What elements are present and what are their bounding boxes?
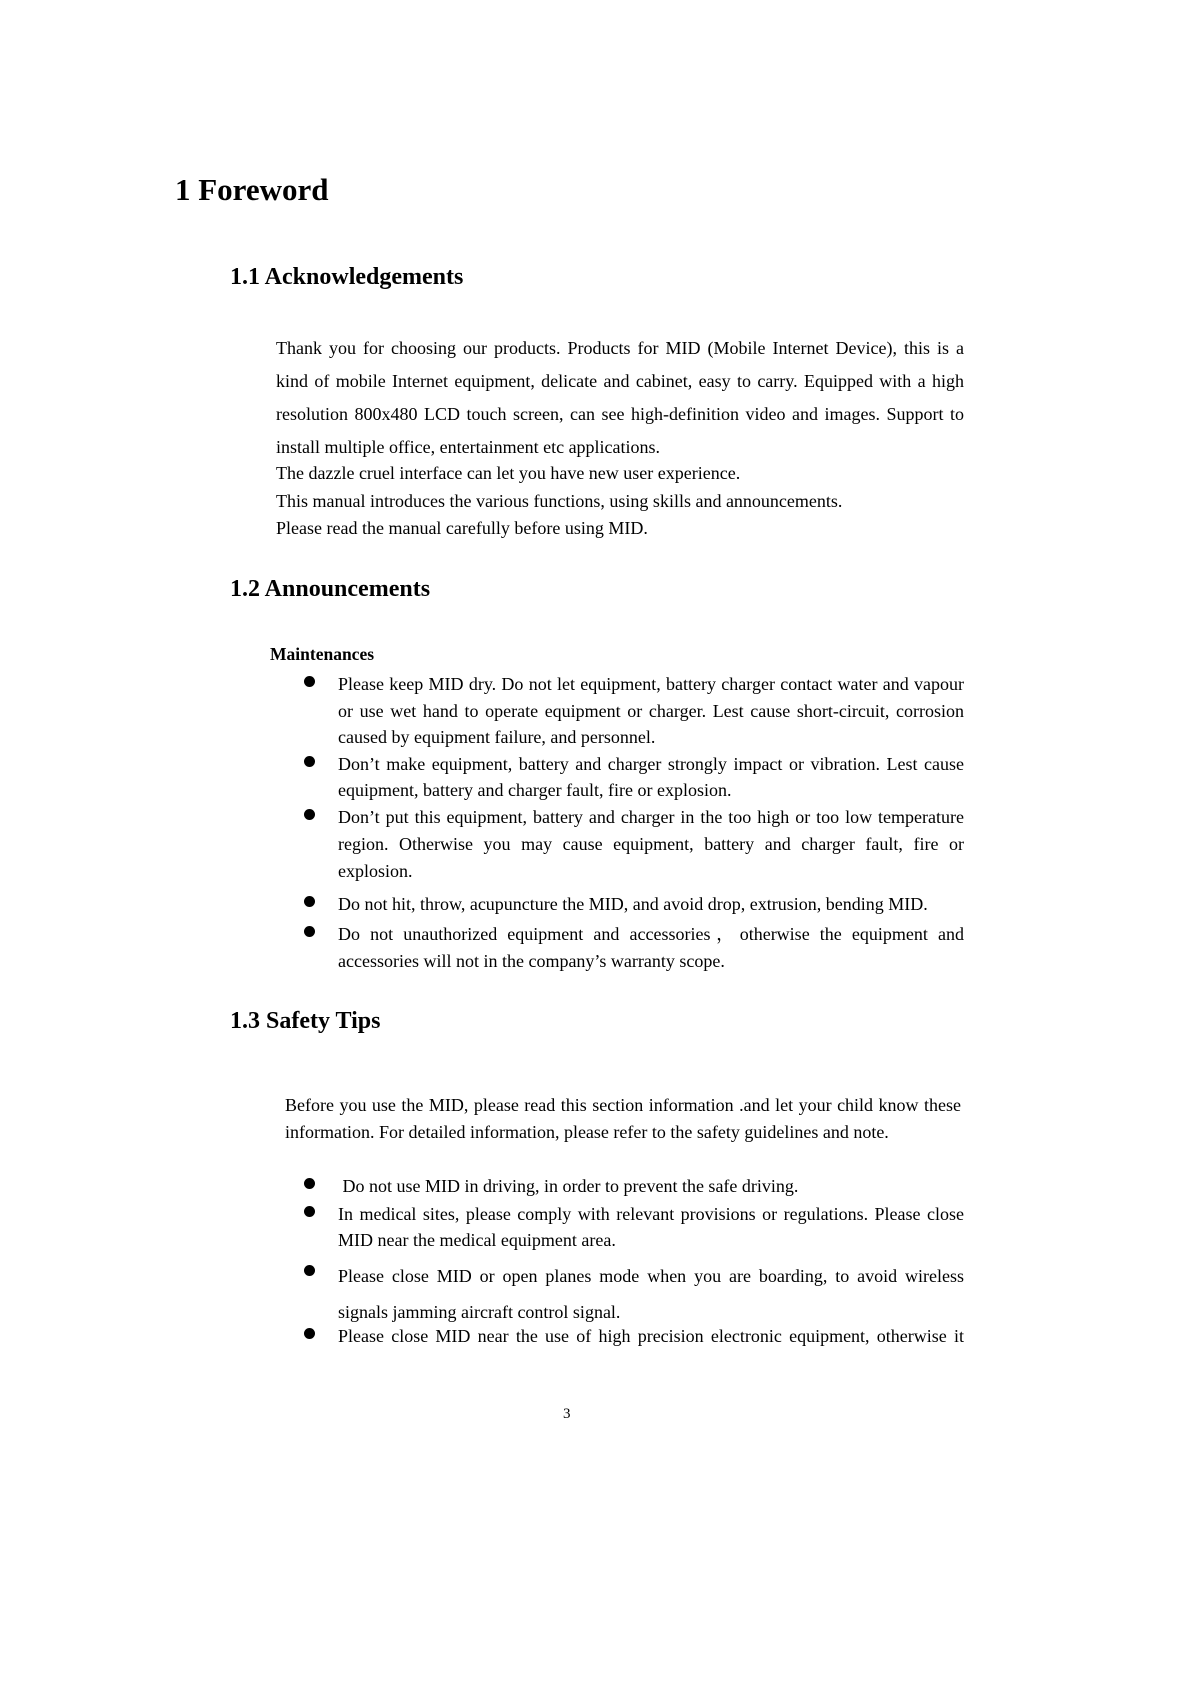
bullet-icon xyxy=(304,1178,315,1189)
bullet-icon xyxy=(304,756,315,767)
maintenance-item: Please keep MID dry. Do not let equipment, battery charger contact water and vapour or use wet hand to operate equipment or charger. Lest cause short-circuit, corrosion caused by equipment failure, and personnel. xyxy=(338,674,964,747)
section-heading-acknowledgements: 1.1 Acknowledgements xyxy=(230,264,464,290)
safety-intro-paragraph: Before you use the MID, please read this section information .and let your child know these information. For detailed information, please refer to the safety guidelines and note. xyxy=(285,1095,961,1142)
safety-item: In medical sites, please comply with relevant provisions or regulations. Please close MID near the medical equipment area. xyxy=(338,1204,964,1250)
maintenances-subheading: Maintenances xyxy=(270,644,375,664)
section-heading-safety-tips: 1.3 Safety Tips xyxy=(230,1008,381,1034)
chapter-title: 1 Foreword xyxy=(175,172,329,207)
bullet-icon xyxy=(304,809,315,820)
page-number: 3 xyxy=(563,1406,571,1422)
acknowledgements-line-1: The dazzle cruel interface can let you have new user experience. xyxy=(276,463,741,483)
section-heading-announcements: 1.2 Announcements xyxy=(230,576,431,602)
maintenance-item: Don’t make equipment, battery and charger strongly impact or vibration. Lest cause equipment, battery and charger fault, fire or explosion. xyxy=(338,754,964,800)
safety-item: Do not use MID in driving, in order to prevent the safe driving. xyxy=(338,1176,799,1196)
acknowledgements-line-3: Please read the manual carefully before using MID. xyxy=(276,518,648,538)
bullet-icon xyxy=(304,1265,315,1276)
bullet-icon xyxy=(304,676,315,687)
safety-item: Please close MID near the use of high precision electronic equipment, otherwise it xyxy=(338,1326,964,1346)
safety-item: Please close MID or open planes mode when you are boarding, to avoid wireless signals jamming aircraft control signal. xyxy=(338,1266,964,1322)
bullet-icon xyxy=(304,1328,315,1339)
bullet-icon xyxy=(304,1206,315,1217)
maintenance-item: Don’t put this equipment, battery and charger in the too high or too low temperature region. Otherwise you may cause equipment, battery and charger fault, fire or explosion. xyxy=(338,807,964,881)
maintenance-item: Do not unauthorized equipment and accessories，otherwise the equipment and accessories will not in the company’s warranty scope. xyxy=(338,924,964,971)
acknowledgements-line-2: This manual introduces the various functions, using skills and announcements. xyxy=(276,491,843,511)
acknowledgements-intro-paragraph: Thank you for choosing our products. Products for MID (Mobile Internet Device), this is a kind of mobile Internet equipment, delicate and cabinet, easy to carry. Equipped with a high resolution 800x480 LCD touch screen, can see high-definition video and images. Support to install multiple office, entertainment etc applications. xyxy=(276,338,964,457)
maintenance-item: Do not hit, throw, acupuncture the MID, and avoid drop, extrusion, bending MID. xyxy=(338,894,928,914)
bullet-icon xyxy=(304,926,315,937)
bullet-icon xyxy=(304,896,315,907)
